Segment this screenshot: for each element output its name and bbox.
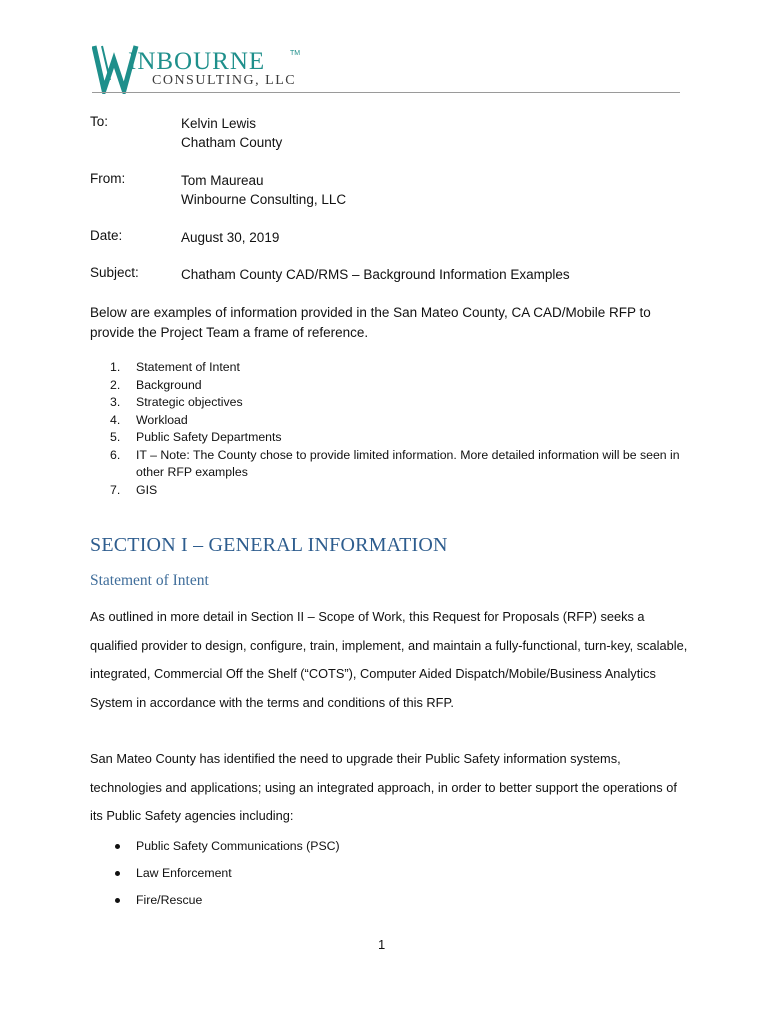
intro-paragraph: Below are examples of information provided in the San Mateo County, CA CAD/Mobile RFP to provide the Project Team a frame of reference. <box>90 305 651 340</box>
list-item: Fire/Rescue <box>115 887 340 914</box>
upgrade-paragraph: San Mateo County has identified the need to upgrade their Public Safety information systems, technologies and applications; using an integrated approach, in order to better support the operations of its Public Safety agencies including: <box>90 751 677 823</box>
logo-brand-text: INBOURNE <box>128 48 266 75</box>
section-heading: SECTION I – GENERAL INFORMATION <box>90 534 448 556</box>
to-org: Chatham County <box>181 135 283 150</box>
to-value <box>181 114 282 152</box>
list-item: 7. GIS <box>110 482 158 497</box>
subject-value: Chatham County CAD/RMS – Background Information Examples <box>181 267 570 282</box>
list-item: 4. Workload <box>110 412 188 427</box>
from-label: From: <box>90 171 126 186</box>
list-item: Law Enforcement <box>115 860 340 887</box>
list-item: 2. Background <box>110 377 202 392</box>
header-divider <box>92 92 680 93</box>
list-item: 3. Strategic objectives <box>110 395 243 409</box>
subject-label: Subject: <box>90 265 139 280</box>
from-value <box>181 171 346 209</box>
agencies-list <box>115 833 340 914</box>
date-value: August 30, 2019 <box>181 230 280 245</box>
list-item: 5. Public Safety Departments <box>110 430 282 444</box>
logo-subtitle: CONSULTING, LLC <box>152 73 297 88</box>
from-org: Winbourne Consulting, LLC <box>181 192 347 207</box>
list-item: 1. Statement of Intent <box>110 360 240 374</box>
subsection-heading: Statement of Intent <box>90 572 209 589</box>
page-number: 1 <box>378 937 386 952</box>
intent-paragraph: As outlined in more detail in Section II – Scope of Work, this Request for Proposals (RFP) seeks a qualified provider to design, configure, train, implement, and maintain a fully-functional, turn-key, scalable, integrated, Commercial Off the Shelf (“COTS”), Computer Aided Dispatch/Mobile/Business Analytics System in accordance with the terms and conditions of this RFP. <box>90 609 688 710</box>
logo-trademark: TM <box>290 50 301 57</box>
list-item: Public Safety Communications (PSC) <box>115 833 340 860</box>
to-label: To: <box>90 114 109 129</box>
bullet-icon <box>115 871 120 876</box>
bullet-icon <box>115 844 120 849</box>
topics-list <box>110 359 680 499</box>
from-name: Tom Maureau <box>181 173 264 188</box>
bullet-icon <box>115 898 120 903</box>
list-item: 6. IT – Note: The County chose to provide limited information. More detailed information will be seen in other RFP examples <box>110 447 680 479</box>
date-label: Date: <box>90 228 123 243</box>
to-name: Kelvin Lewis <box>181 116 257 131</box>
company-logo <box>92 42 352 94</box>
